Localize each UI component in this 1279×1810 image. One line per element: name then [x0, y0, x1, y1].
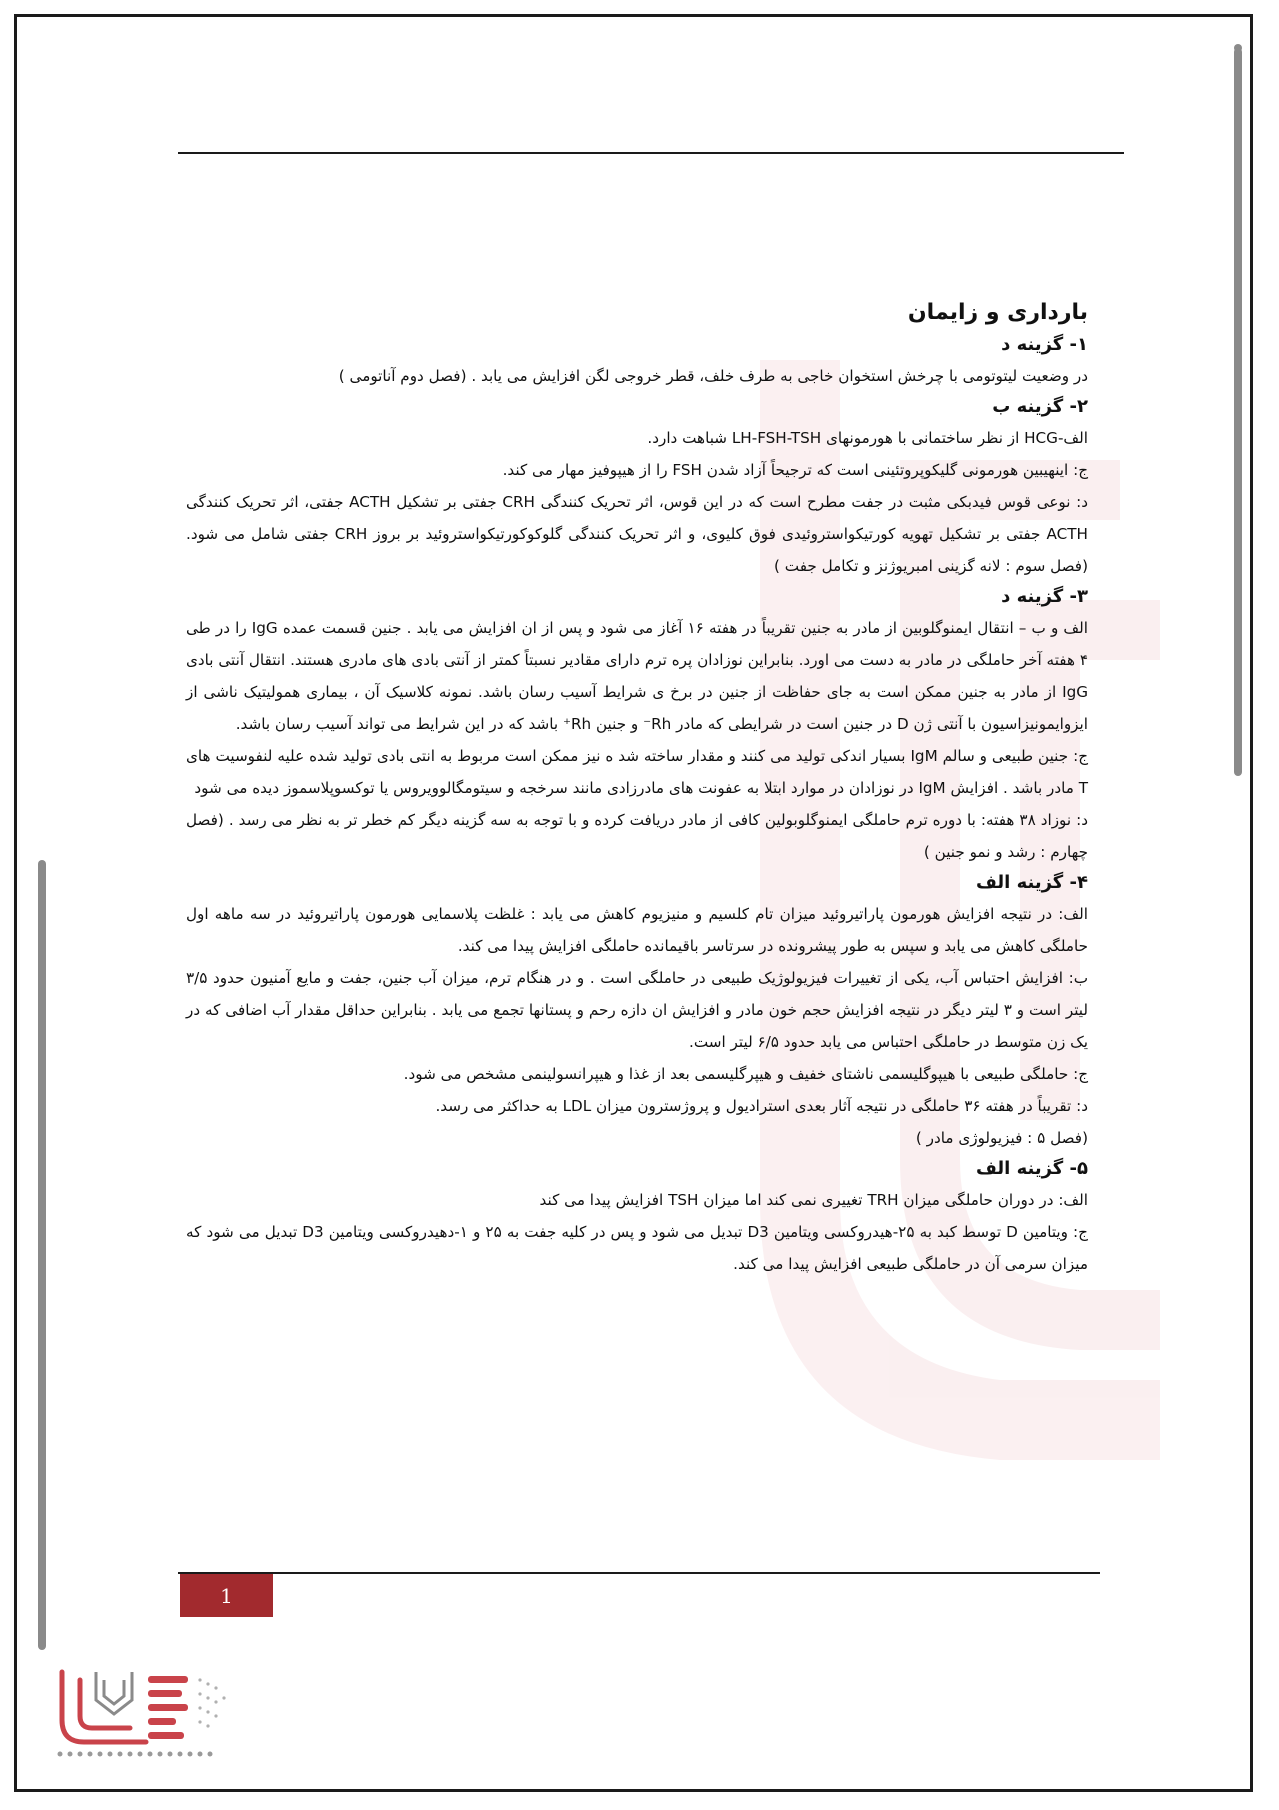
section-4	[186, 868, 1088, 1154]
section-heading: ۱- گزینه د	[1001, 334, 1088, 355]
section-heading: ۳- گزینه د	[1001, 586, 1088, 607]
paragraph: الف: در نتیجه افزایش هورمون پاراتیروئید میزان تام کلسیم و منیزیوم کاهش می یابد : غلظت پلاسمایی هورمون پاراتیروئید در سه ماهه اول حاملگی کاهش می یابد و سپس به طور پیشرونده در سرتاسر باقیمانده حاملگی افزایش پیدا می کند.	[186, 905, 1088, 955]
section-5	[186, 1154, 1088, 1280]
paragraph: الف و ب – انتقال ایمنوگلوبین از مادر به جنین تقریباً در هفته ۱۶ آغاز می شود و پس از ان افزایش می یابد . جنین قسمت عمده IgG را در طی ۴ هفته آخر حاملگی در مادر به دست می اورد. بنابراین نوزادان پره ترم دارای مقادیر نسبتاً کمتر از آنتی بادی های مادری هستند. انتقال آنتی بادی IgG از مادر به جنین ممکن است به جای حفاظت از جنین در برخ ی شرایط آسیب رسان باشد. نمونه کلاسیک آن ، بیماری همولیتیک ناشی از ایزوایمونیزاسیون با آنتی ژن D در جنین است در شرایطی که مادر Rh⁻ و جنین Rh⁺ باشد که در این شرایط می تواند آسیب رسان باشد.	[186, 619, 1089, 733]
decorative-bar-left	[38, 860, 46, 1650]
paragraph: (فصل ۵ : فیزیولوژی مادر )	[915, 1129, 1088, 1147]
section-3	[186, 582, 1088, 868]
document-body	[186, 296, 1088, 1280]
paragraph: ج: اینهیبین هورمونی گلیکوپروتئینی است که ترجیحاً آزاد شدن FSH را از هیپوفیز مهار می کند.	[502, 461, 1088, 479]
paragraph: در وضعیت لیتوتومی با چرخش استخوان خاجی به طرف خلف، قطر خروجی لگن افزایش می یابد . (فصل دوم آناتومی )	[338, 367, 1088, 385]
page-title: بارداری و زایمان	[907, 300, 1088, 325]
paragraph: ب: افزایش احتباس آب، یکی از تغییرات فیزیولوژیک طبیعی در حاملگی است . و در هنگام ترم، میزان آب جنین، جفت و مایع آمنیون حدود ۳/۵ لیتر است و ۳ لیتر دیگر در نتیجه افزایش حجم خون مادر و افزایش ان دازه رحم و پستانها تجمع می یابد . بنابراین حداقل مقدار آب اضافی که در یک زن متوسط در حاملگی احتباس می یابد حدود ۶/۵ لیتر است.	[186, 969, 1088, 1051]
paragraph: الف: در دوران حاملگی میزان TRH تغییری نمی کند اما میزان TSH افزایش پیدا می کند	[539, 1191, 1088, 1209]
publisher-logo	[50, 1650, 270, 1760]
paragraph: ج: ویتامین D توسط کبد به ۲۵-هیدروکسی ویتامین D3 تبدیل می شود و پس در کلیه جفت به ۲۵ و ۱-دهیدروکسی ویتامین D3 تبدیل می شود که میزان سرمی آن در حاملگی طبیعی افزایش پیدا می کند.	[186, 1223, 1088, 1273]
paragraph: ج: حاملگی طبیعی با هیپوگلیسمی ناشتای خفیف و هیپرگلیسمی بعد از غذا و هیپرانسولینمی مشخص می شود.	[403, 1065, 1088, 1083]
paragraph: د: نوزاد ۳۸ هفته: با دوره ترم حاملگی ایمنوگلوبولین کافی از مادر دریافت کرده و با توجه به سه گزینه دیگر کم خطر تر به نظر می رسد . (فصل چهارم : رشد و نمو جنین )	[186, 811, 1088, 861]
header-rule	[178, 152, 1124, 154]
paragraph: د: تقریباً در هفته ۳۶ حاملگی در نتیجه آثار بعدی استرادیول و پروژسترون میزان LDL به حداکثر می رسد.	[435, 1097, 1088, 1115]
paragraph: د: نوعی قوس فیدبکی مثبت در جفت مطرح است که در این قوس، اثر تحریک کنندگی CRH جفتی بر تشکیل ACTH جفتی، اثر تحریک کنندگی ACTH جفتی بر تشکیل تهویه کورتیکواستروئیدی فوق کلیوی، و اثر تحریک کنندگی گلوکوکورتیکواستروئید بر بروز CRH جفتی شامل می شود.(فصل سوم : لانه گزینی امبریوژنز و تکامل جفت )	[186, 493, 1089, 575]
page-number: 1	[180, 1574, 273, 1617]
paragraph: الف-HCG از نظر ساختمانی با هورمونهای LH-FSH-TSH شباهت دارد.	[647, 429, 1088, 447]
paragraph: ج: جنین طبیعی و سالم IgM بسیار اندکی تولید می کنند و مقدار ساخته شد ه نیز ممکن است مربوط به انتی بادی تولید شده علیه لنفوسیت های T مادر باشد . افزایش IgM در نوزادان در موارد ابتلا به عفونت های مادرزادی مانند سرخجه و سیتومگالوویروس یا توکسوپلاسموز دیده می شود	[186, 747, 1088, 797]
footer-rule	[178, 1572, 1100, 1574]
section-heading: ۵- گزینه الف	[975, 1158, 1088, 1179]
section-heading: ۲- گزینه ب	[992, 396, 1088, 417]
section-1	[186, 330, 1088, 392]
section-heading: ۴- گزینه الف	[975, 872, 1088, 893]
section-2	[186, 392, 1088, 582]
decorative-bar-right	[1234, 48, 1242, 776]
